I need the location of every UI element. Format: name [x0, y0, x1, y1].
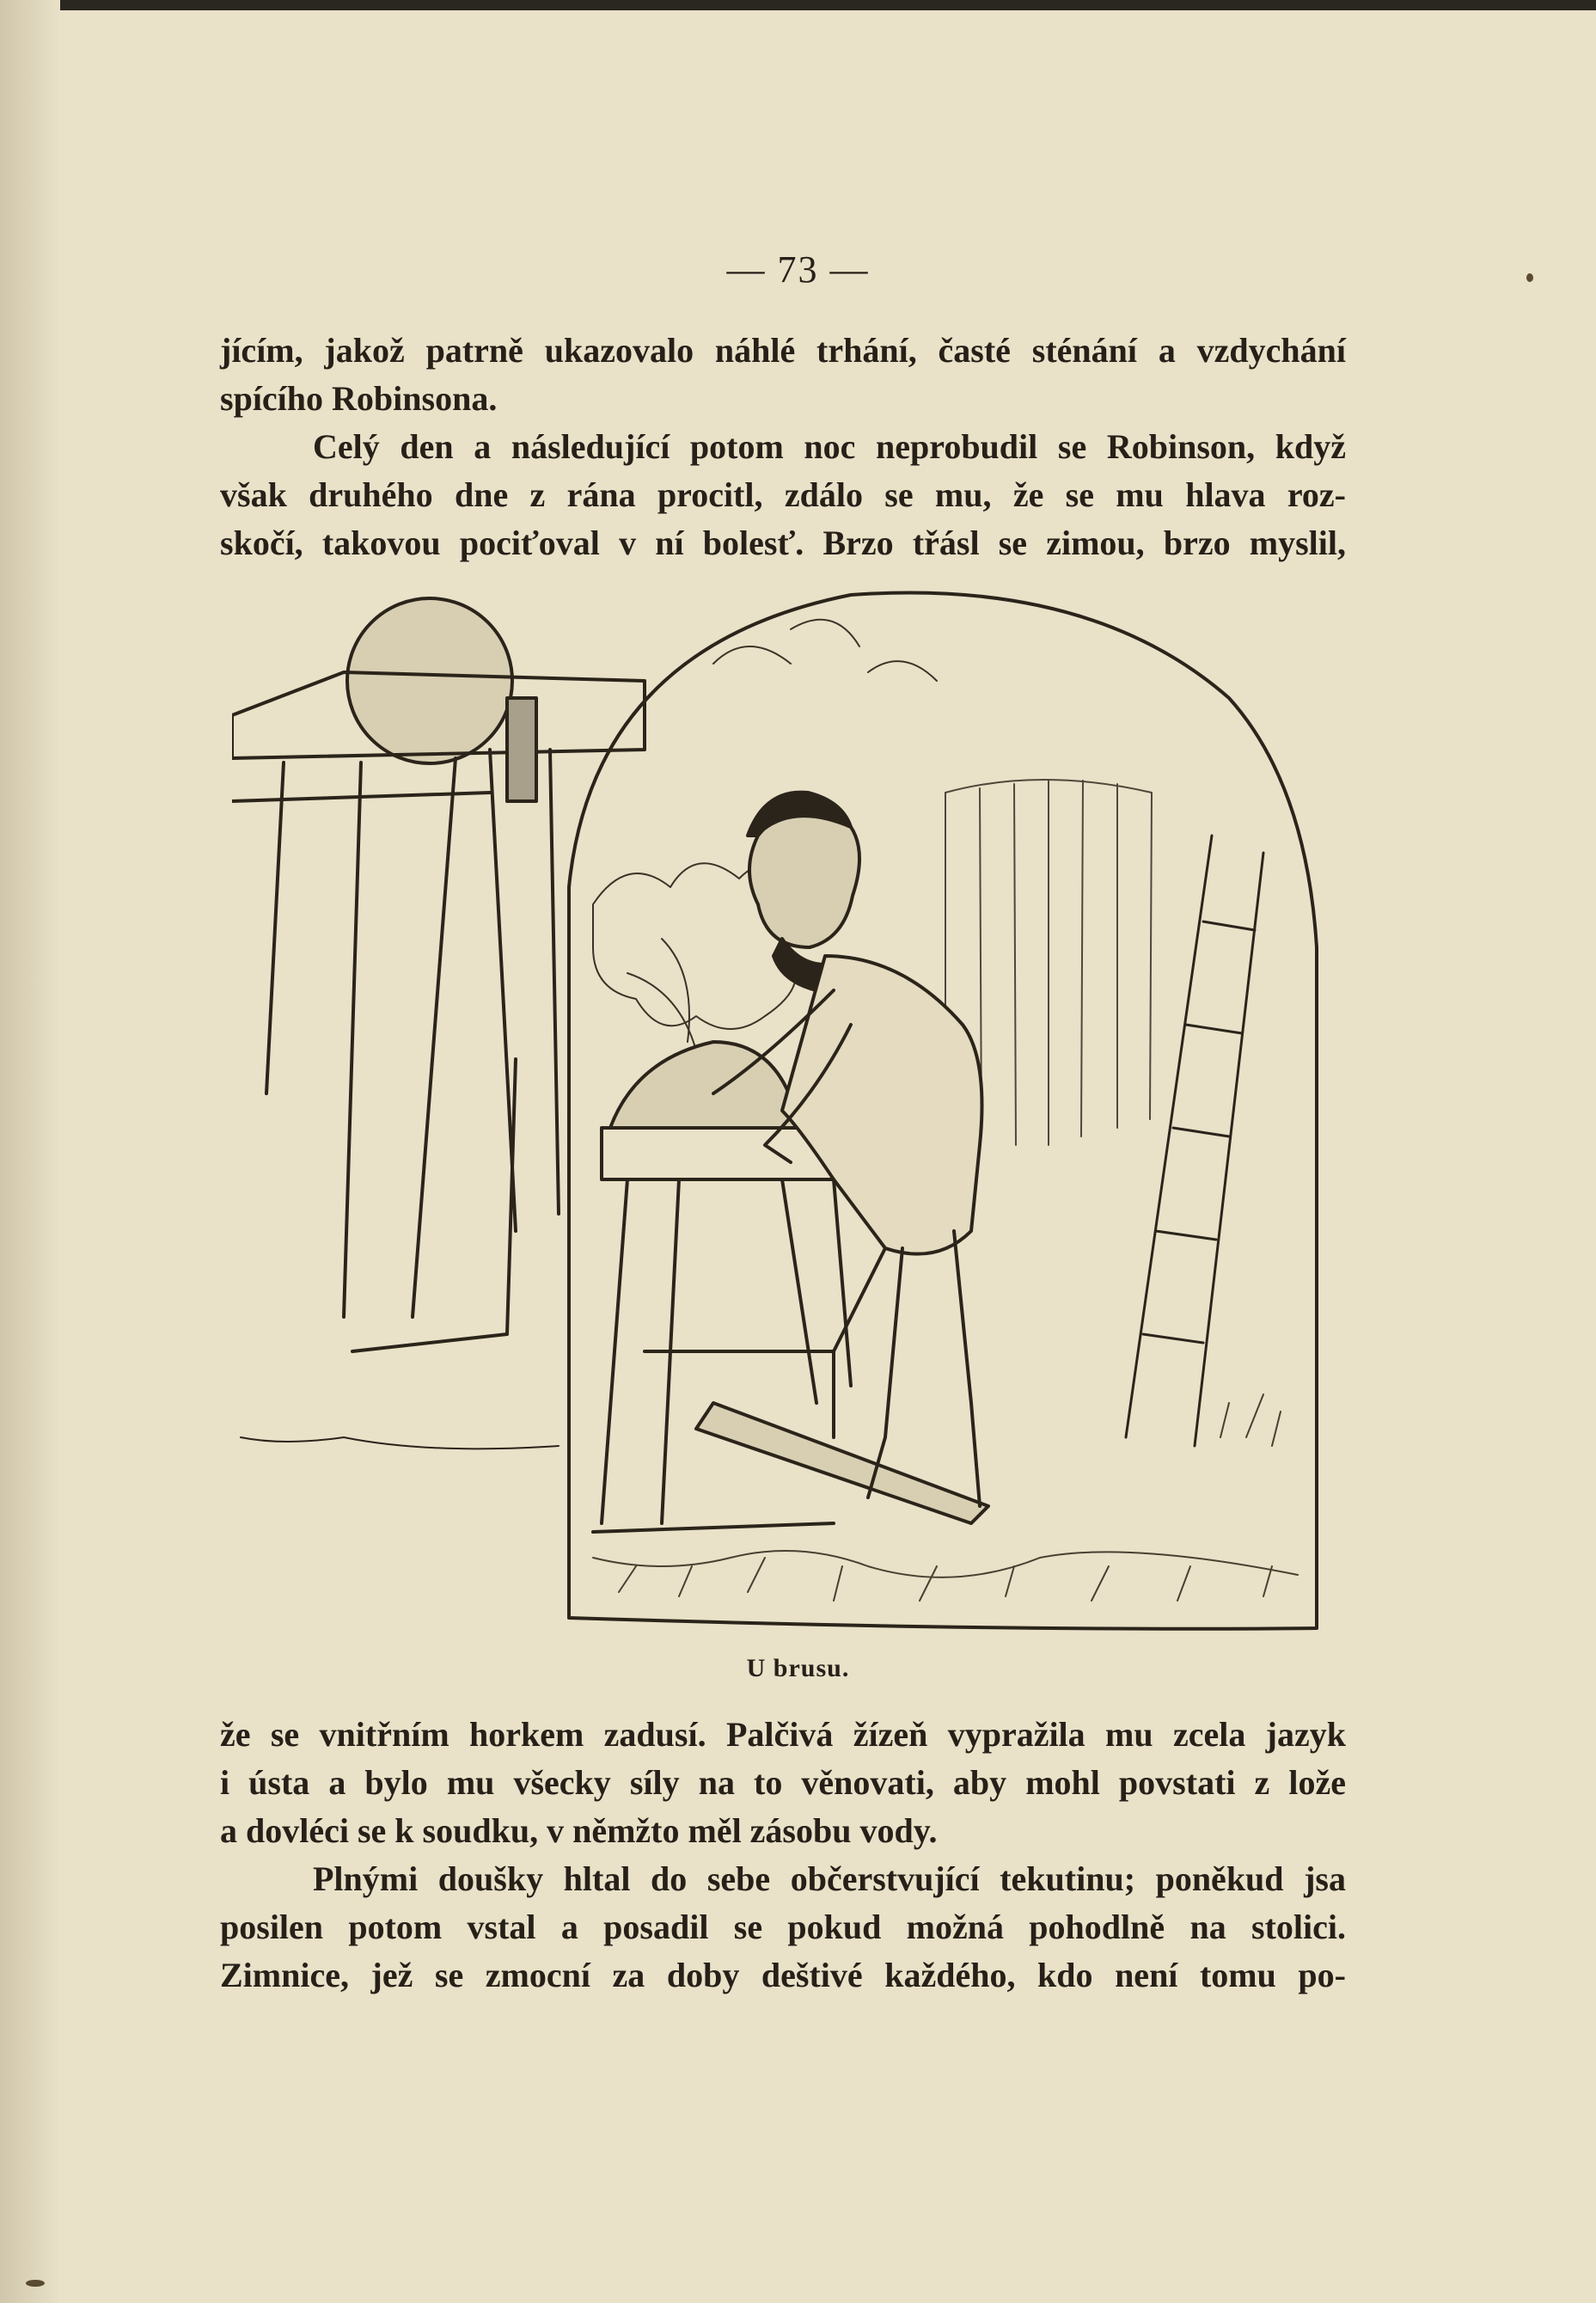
text-line: Plnými doušky hltal do sebe občerstvující tekutinu; poněkud jsa [313, 1859, 1346, 1898]
paragraph-4 [220, 1855, 1346, 2000]
text-line: Celý den a následující potom noc neprobudil se Robinson, když [313, 427, 1346, 466]
paragraph-2 [220, 423, 1346, 567]
text-line: však druhého dne z rána procitl, zdálo se mu, že se mu hlava roz- [220, 475, 1346, 514]
scan-top-border [0, 0, 1596, 10]
illustration-man-at-grindstone [232, 578, 1324, 1637]
text-line: a dovléci se k soudku, v němžto měl zásobu vody. [220, 1811, 938, 1850]
text-line: Zimnice, jež se zmocní za doby deštivé každého, kdo není tomu po- [220, 1956, 1346, 1994]
margin-mark [1526, 273, 1533, 282]
text-line: že se vnitřním horkem zadusí. Palčivá žízeň vypražila mu zcela jazyk [220, 1715, 1346, 1754]
text-line: jícím, jakož patrně ukazovalo náhlé trhání, časté sténání a vzdychání [220, 331, 1346, 370]
text-line: spícího Robinsona. [220, 379, 498, 418]
text-line: skočí, takovou pociťoval v ní bolesť. Brzo třásl se zimou, brzo myslil, [220, 524, 1346, 562]
text-line: posilen potom vstal a posadil se pokud možná pohodlně na stolici. [220, 1908, 1346, 1946]
margin-mark [26, 2280, 45, 2287]
figure-caption: U brusu. [746, 1654, 850, 1682]
text-line: i ústa a bylo mu všecky síly na to věnovati, aby mohl povstati z lože [220, 1763, 1346, 1802]
paragraph-3 [220, 1711, 1346, 1855]
page-gutter-shadow [0, 0, 60, 2303]
page-number: — 73 — [726, 248, 870, 291]
paragraph-1 [220, 327, 1346, 423]
